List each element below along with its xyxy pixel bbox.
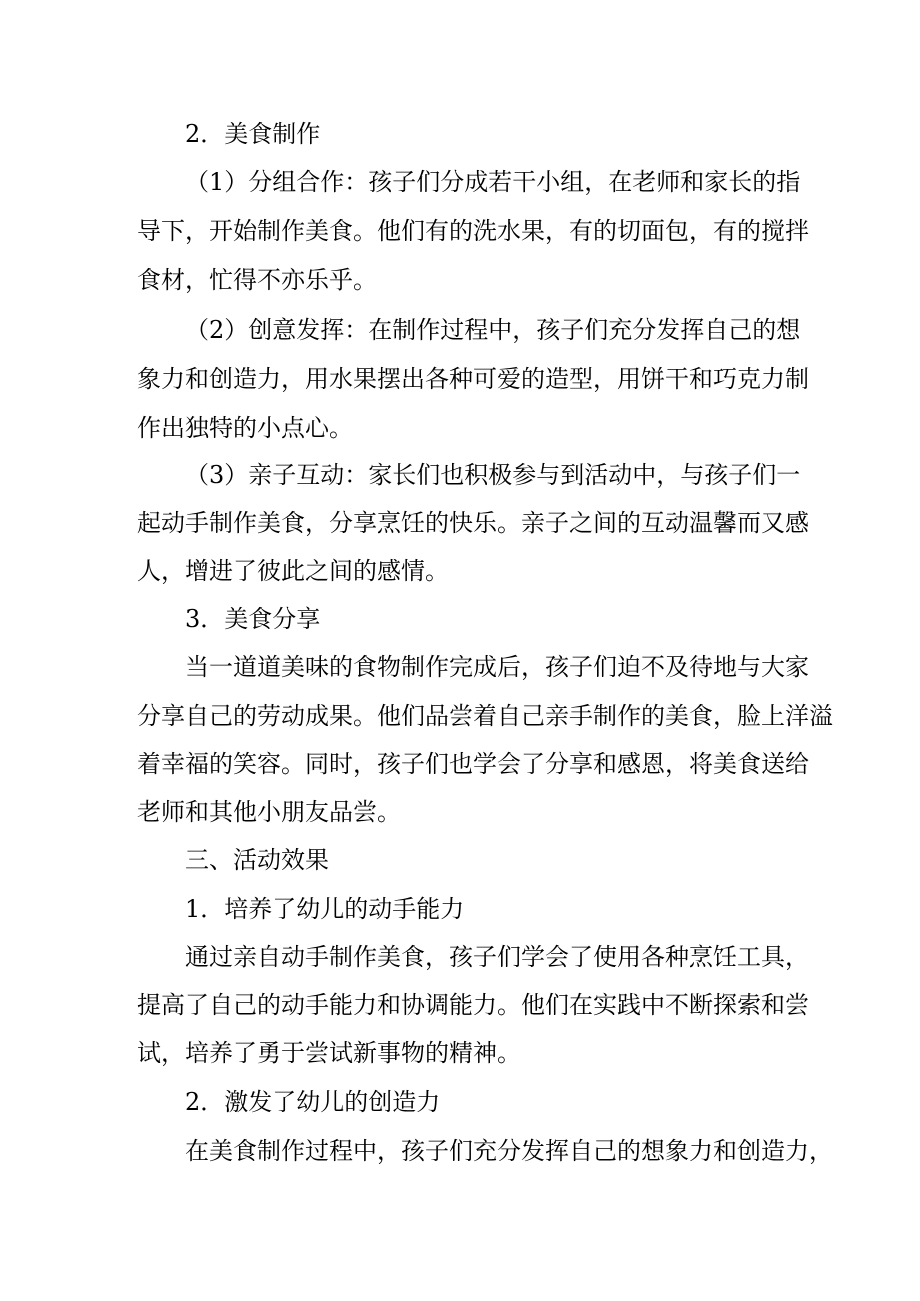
heading-food-making: 2．美食制作 (185, 120, 321, 148)
heading-food-sharing: 3．美食分享 (185, 605, 321, 633)
heading-hands-on-ability: 1．培养了幼儿的动手能力 (185, 895, 465, 923)
heading-activity-effects: 三、活动效果 (185, 846, 329, 874)
paragraph-line: 当一道道美味的食物制作完成后，孩子们迫不及待地与大家 (185, 653, 809, 681)
paragraph-line: 试，培养了勇于尝试新事物的精神。 (137, 1039, 521, 1067)
paragraph-line: 食材，忙得不亦乐乎。 (137, 266, 377, 294)
paragraph-line: （3）亲子互动：家长们也积极参与到活动中，与孩子们一 (185, 461, 801, 489)
paragraph-line: 通过亲自动手制作美食，孩子们学会了使用各种烹饪工具， (185, 943, 809, 971)
paragraph-line: 象力和创造力，用水果摆出各种可爱的造型，用饼干和巧克力制 (137, 365, 809, 393)
paragraph-line: 提高了自己的动手能力和协调能力。他们在实践中不断探索和尝 (137, 991, 809, 1019)
paragraph-line: 老师和其他小朋友品尝。 (137, 798, 401, 826)
paragraph-line: 着幸福的笑容。同时，孩子们也学会了分享和感恩，将美食送给 (137, 750, 809, 778)
paragraph-line: 导下，开始制作美食。他们有的洗水果，有的切面包，有的搅拌 (137, 217, 809, 245)
heading-creativity: 2．激发了幼儿的创造力 (185, 1088, 441, 1116)
paragraph-line: 起动手制作美食，分享烹饪的快乐。亲子之间的互动温馨而又感 (137, 509, 809, 537)
paragraph-line: 作出独特的小点心。 (137, 414, 353, 442)
paragraph-line: 分享自己的劳动成果。他们品尝着自己亲手制作的美食，脸上洋溢 (137, 702, 833, 730)
paragraph-line: （2）创意发挥：在制作过程中，孩子们充分发挥自己的想 (185, 316, 801, 344)
paragraph-line: 在美食制作过程中，孩子们充分发挥自己的想象力和创造力， (185, 1137, 833, 1165)
paragraph-line: 人，增进了彼此之间的感情。 (137, 557, 449, 585)
paragraph-line: （1）分组合作：孩子们分成若干小组，在老师和家长的指 (185, 168, 801, 196)
